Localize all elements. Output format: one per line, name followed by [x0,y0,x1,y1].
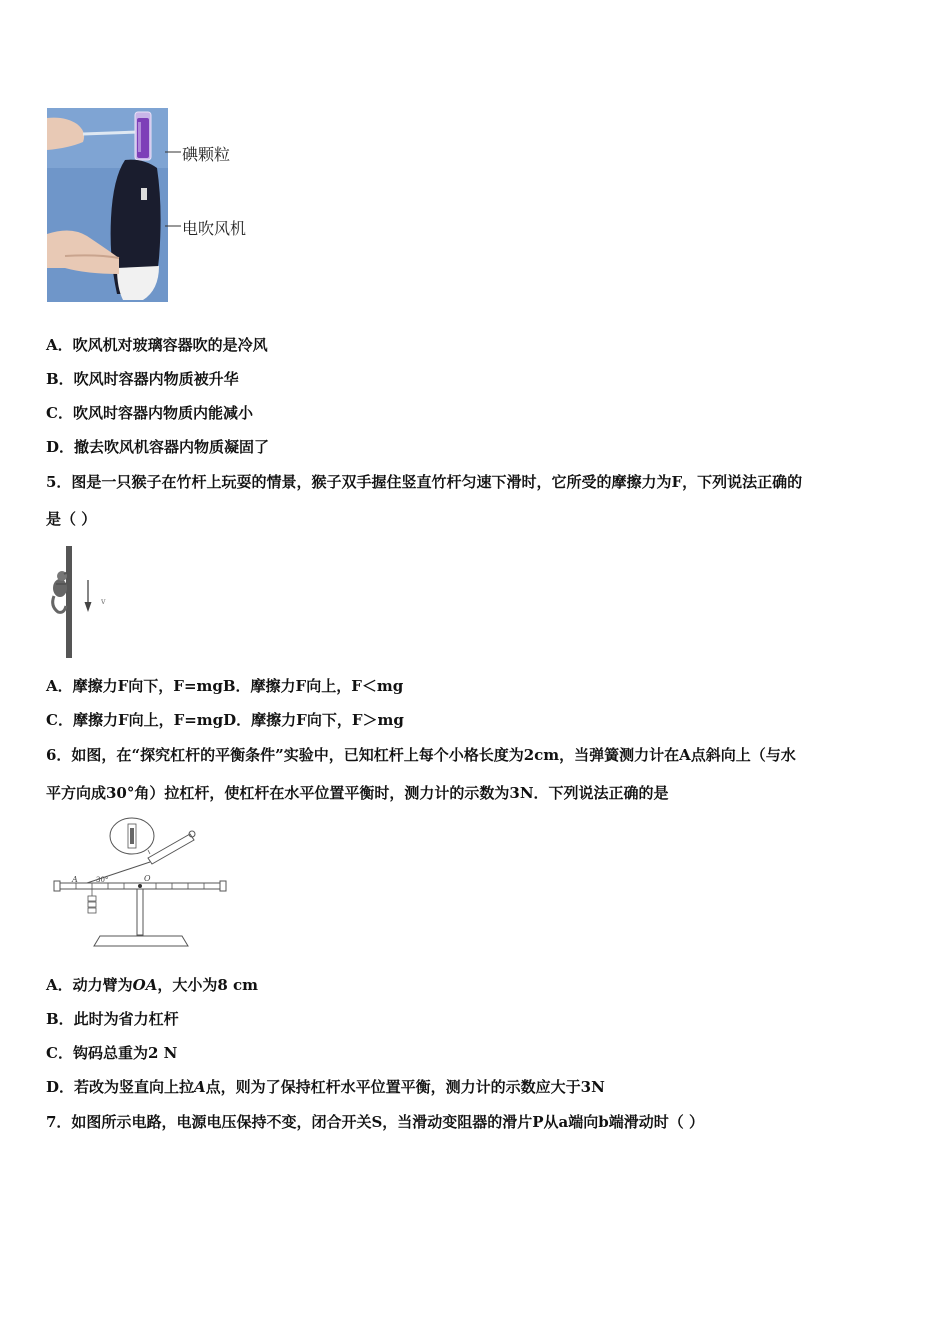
q6-option-a-text: A．动力臂为 [46,976,133,994]
q4-option-d: D．撤去吹风机容器内物质凝固了 [46,438,270,456]
q6-option-d-a: A [194,1078,206,1096]
q6-option-d-text: D．若改为竖直向上拉 [46,1078,195,1096]
velocity-label: v [101,597,106,606]
q4-option-c: C．吹风时容器内物质内能减小 [46,404,253,422]
hairdryer-photo [47,108,168,302]
pivot-o-label: O [144,874,151,883]
q5-stem-line2: 是（ ） [46,510,97,528]
q6-option-a [46,975,258,995]
label-hairdryer: 电吹风机 [182,219,247,238]
q5-options-ab: A．摩擦力F向下，F=mgB．摩擦力F向上，F＜mg [46,677,404,695]
q6-stem-line2: 平方向成30°角）拉杠杆，使杠杆在水平位置平衡时，测力计的示数为3N．下列说法正确的是 [46,784,669,802]
q4-option-b: B．吹风时容器内物质被升华 [46,370,239,388]
q4-option-a: A．吹风机对玻璃容器吹的是冷风 [46,336,268,354]
q5-stem-line1: 5．图是一只猴子在竹杆上玩耍的情景，猴子双手握住竖直竹杆匀速下滑时，它所受的摩擦力为F，下列说法正确的 [46,473,803,491]
point-a-label: A [72,875,78,884]
q6-option-a-oa: OA [132,976,158,994]
q6-option-c: C．钩码总重为2 N [46,1044,178,1062]
lever-experiment-figure [50,816,230,952]
q6-option-b: B．此时为省力杠杆 [46,1010,179,1028]
q7-stem: 7．如图所示电路，电源电压保持不变，闭合开关S，当滑动变阻器的滑片P从a端向b端滑动时（ ） [46,1113,704,1131]
q5-options-cd: C．摩擦力F向上，F=mgD．摩擦力F向下，F＞mg [46,711,404,729]
monkey-on-pole-figure [46,544,116,660]
angle-label: 30° [96,876,109,884]
q6-stem-line1: 6．如图，在“探究杠杆的平衡条件”实验中，已知杠杆上每个小格长度为2cm，当弹簧测力计在A点斜向上（与水 [46,746,796,764]
q6-option-d-tail: 点，则为了保持杠杆水平位置平衡，测力计的示数应大于3N [205,1078,605,1096]
label-iodine: 碘颗粒 [182,145,231,164]
q6-option-a-tail: ，大小为8 cm [157,976,259,994]
q6-option-d [46,1077,605,1097]
